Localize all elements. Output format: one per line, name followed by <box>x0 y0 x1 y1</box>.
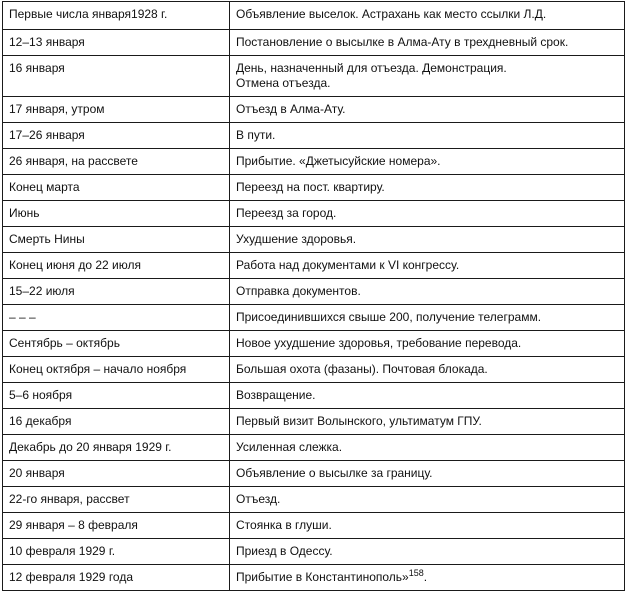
date-cell: Конец июня до 22 июля <box>3 253 230 279</box>
date-cell: Смерть Нины <box>3 227 230 253</box>
event-text: Возвращение. <box>236 388 316 402</box>
event-text: Новое ухудшение здоровья, требование перевода. <box>236 336 522 350</box>
date-cell: 17–26 января <box>3 123 230 149</box>
date-cell: Конец октября – начало ноября <box>3 357 230 383</box>
event-text: День, назначенный для отъезда. Демонстрация. Отмена отъезда. <box>236 61 507 90</box>
event-text: Присоединившихся свыше 200, получение телеграмм. <box>236 310 542 324</box>
event-text: Объявление о высылке за границу. <box>236 466 433 480</box>
event-cell <box>230 253 625 279</box>
table-row <box>3 2 625 30</box>
date-cell: Сентябрь – октябрь <box>3 331 230 357</box>
table-row <box>3 513 625 539</box>
event-cell <box>230 56 625 97</box>
table-row <box>3 435 625 461</box>
event-text: Приезд в Одессу. <box>236 544 333 558</box>
table-row <box>3 123 625 149</box>
date-cell: 20 января <box>3 461 230 487</box>
table-row <box>3 97 625 123</box>
table-row <box>3 227 625 253</box>
event-cell <box>230 175 625 201</box>
date-cell: 29 января – 8 февраля <box>3 513 230 539</box>
date-cell: 22-го января, рассвет <box>3 487 230 513</box>
event-text: Большая охота (фазаны). Почтовая блокада. <box>236 362 488 376</box>
event-cell <box>230 201 625 227</box>
event-cell <box>230 435 625 461</box>
event-text: Усиленная слежка. <box>236 440 343 454</box>
event-cell <box>230 539 625 565</box>
event-text: Работа над документами к VI конгрессу. <box>236 258 460 272</box>
table-row <box>3 175 625 201</box>
event-text: Объявление выселок. Астрахань как место ссылки Л.Д. <box>236 7 547 21</box>
event-cell <box>230 123 625 149</box>
date-cell: 12 февраля 1929 года <box>3 565 230 591</box>
date-cell: 17 января, утром <box>3 97 230 123</box>
event-cell <box>230 97 625 123</box>
event-cell <box>230 565 625 591</box>
date-cell: 15–22 июля <box>3 279 230 305</box>
table-row <box>3 149 625 175</box>
event-cell <box>230 409 625 435</box>
table-row <box>3 201 625 227</box>
event-text-tail: . <box>423 570 428 584</box>
date-cell: 10 февраля 1929 г. <box>3 539 230 565</box>
date-cell: – – – <box>3 305 230 331</box>
table-row <box>3 461 625 487</box>
event-text: Отъезд в Алма-Ату. <box>236 102 346 116</box>
table-row <box>3 539 625 565</box>
table-row <box>3 409 625 435</box>
date-cell: 12–13 января <box>3 30 230 56</box>
event-text: Прибытие. «Джетысуйские номера». <box>236 154 441 168</box>
table-row <box>3 253 625 279</box>
event-cell <box>230 357 625 383</box>
event-text: Стоянка в глуши. <box>236 518 332 532</box>
table-row <box>3 565 625 591</box>
table-row <box>3 331 625 357</box>
event-cell <box>230 279 625 305</box>
date-cell: 5–6 ноября <box>3 383 230 409</box>
event-cell <box>230 2 625 30</box>
event-cell <box>230 30 625 56</box>
event-cell <box>230 227 625 253</box>
footnote-reference: 158 <box>408 568 424 578</box>
event-cell <box>230 305 625 331</box>
event-cell <box>230 513 625 539</box>
event-text: Отъезд. <box>236 492 281 506</box>
event-text: Постановление о высылке в Алма-Ату в трехдневный срок. <box>236 35 569 49</box>
event-cell <box>230 487 625 513</box>
table-row <box>3 383 625 409</box>
chronology-table-body <box>3 2 625 591</box>
table-row <box>3 305 625 331</box>
date-cell: 16 января <box>3 56 230 97</box>
event-text: Переезд за город. <box>236 206 337 220</box>
table-row <box>3 30 625 56</box>
event-text: Отправка документов. <box>236 284 361 298</box>
event-cell <box>230 331 625 357</box>
event-text: В пути. <box>236 128 276 142</box>
table-row <box>3 279 625 305</box>
date-cell: Декабрь до 20 января 1929 г. <box>3 435 230 461</box>
date-cell: Июнь <box>3 201 230 227</box>
date-cell: Конец марта <box>3 175 230 201</box>
date-cell: 16 декабря <box>3 409 230 435</box>
event-text: Переезд на пост. квартиру. <box>236 180 385 194</box>
date-cell: Первые числа января1928 г. <box>3 2 230 30</box>
event-cell <box>230 383 625 409</box>
table-row <box>3 487 625 513</box>
table-row <box>3 56 625 97</box>
event-text: Прибытие в Константинополь» <box>236 570 409 584</box>
event-text: Ухудшение здоровья. <box>236 232 357 246</box>
event-text: Первый визит Волынского, ультиматум ГПУ. <box>236 414 482 428</box>
chronology-table <box>2 1 625 591</box>
event-cell <box>230 149 625 175</box>
table-row <box>3 357 625 383</box>
event-cell <box>230 461 625 487</box>
date-cell: 26 января, на рассвете <box>3 149 230 175</box>
